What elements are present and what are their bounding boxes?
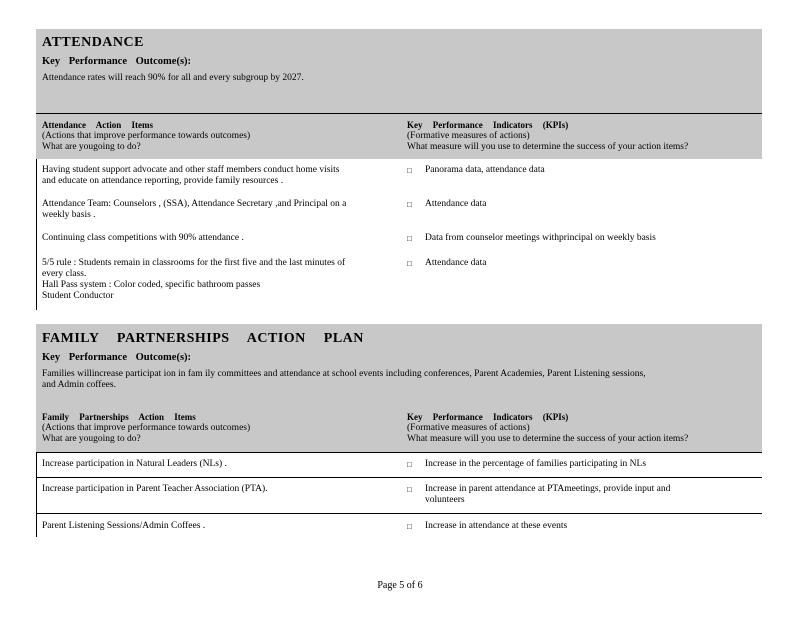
family-table-body (36, 453, 762, 538)
family-kpi-header: Key Performance Indicators (KPIs) (407, 412, 569, 422)
family-action-header: Family Partnerships Action Items (42, 412, 196, 422)
attendance-kpo-label: Key Performance Outcome(s): (42, 56, 192, 67)
action-text: Hall Pass system : Color coded, specific bathroom passes (42, 280, 261, 290)
family-outcome-line: and Admin coffees. (42, 380, 116, 390)
attendance-action-header: Attendance Action Items (42, 120, 153, 130)
row-divider (36, 477, 762, 478)
family-outcome (42, 369, 756, 391)
page-number: Page 5 of 6 (377, 580, 423, 591)
family-outcome-line: Families willincrease participat ion in fam ily committees and attendance at school events including conferences, Parent Academies, Parent Listening sessions, (42, 369, 646, 379)
family-column-headers (36, 409, 762, 452)
action-text: every class. (42, 269, 87, 279)
action-text: Having student support advocate and other staff members conduct home visits (42, 165, 340, 175)
kpi-text: Attendance data (425, 199, 487, 209)
family-header-block (36, 324, 762, 409)
action-text: Increase participation in Natural Leaders (NLs) . (42, 459, 227, 469)
table-left-border (36, 452, 37, 537)
family-kpi-subheader: (Formative measures of actions) (407, 423, 530, 433)
action-text: Attendance Team: Counselors , (SSA), Attendance Secretary ,and Principal on a (42, 199, 347, 209)
kpi-text: Increase in parent attendance at PTAmeetings, provide input and (425, 484, 671, 494)
table-row (36, 233, 762, 258)
family-action-subheader: (Actions that improve performance towards outcomes) (42, 423, 251, 433)
attendance-header-block (36, 29, 762, 113)
action-text: Continuing class competitions with 90% attendance . (42, 233, 244, 243)
checkbox-bullet-icon: □ (407, 234, 412, 243)
attendance-action-question: What are yougoing to do? (42, 142, 141, 152)
attendance-table-body (36, 165, 762, 308)
table-row (36, 514, 762, 538)
kpi-text: Attendance data (425, 258, 487, 268)
attendance-kpi-subheader: (Formative measures of actions) (407, 131, 530, 141)
attendance-kpi-question: What measure will you use to determine the success of your action items? (407, 142, 689, 152)
action-text: Parent Listening Sessions/Admin Coffees . (42, 521, 206, 531)
action-text: and educate on attendance reporting, provide family resources . (42, 176, 284, 186)
kpi-text: Panorama data, attendance data (425, 165, 545, 175)
checkbox-bullet-icon: □ (407, 166, 412, 175)
family-kpo-label: Key Performance Outcome(s): (42, 352, 192, 363)
checkbox-bullet-icon: □ (407, 200, 412, 209)
action-text: Student Conductor (42, 291, 114, 301)
attendance-action-subheader: (Actions that improve performance towards outcomes) (42, 131, 251, 141)
family-kpi-question: What measure will you use to determine the success of your action items? (407, 434, 689, 444)
attendance-outcome: Attendance rates will reach 90% for all and every subgroup by 2027. (42, 73, 304, 83)
checkbox-bullet-icon: □ (407, 485, 412, 494)
attendance-kpi-header: Key Performance Indicators (KPIs) (407, 120, 569, 130)
family-title: FAMILY PARTNERSHIPS ACTION PLAN (42, 331, 364, 346)
kpi-text: Increase in attendance at these events (425, 521, 568, 531)
family-action-question: What are yougoing to do? (42, 434, 141, 444)
kpi-text: volunteers (425, 495, 465, 505)
checkbox-bullet-icon: □ (407, 460, 412, 469)
table-row (36, 453, 762, 477)
table-row (36, 165, 762, 199)
action-text: 5/5 rule : Students remain in classrooms for the first five and the last minutes of (42, 258, 346, 268)
row-divider (36, 513, 762, 514)
table-row (36, 199, 762, 233)
kpi-text: Increase in the percentage of families participating in NLs (425, 459, 647, 469)
action-text: Increase participation in Parent Teacher Association (PTA). (42, 484, 268, 494)
attendance-title: ATTENDANCE (42, 35, 144, 50)
table-left-border (36, 159, 37, 310)
checkbox-bullet-icon: □ (407, 259, 412, 268)
checkbox-bullet-icon: □ (407, 522, 412, 531)
kpi-text: Data from counselor meetings withprincipal on weekly basis (425, 233, 656, 243)
attendance-column-headers (36, 114, 762, 159)
table-row (36, 258, 762, 308)
table-row (36, 477, 762, 514)
action-text: weekly basis . (42, 210, 96, 220)
